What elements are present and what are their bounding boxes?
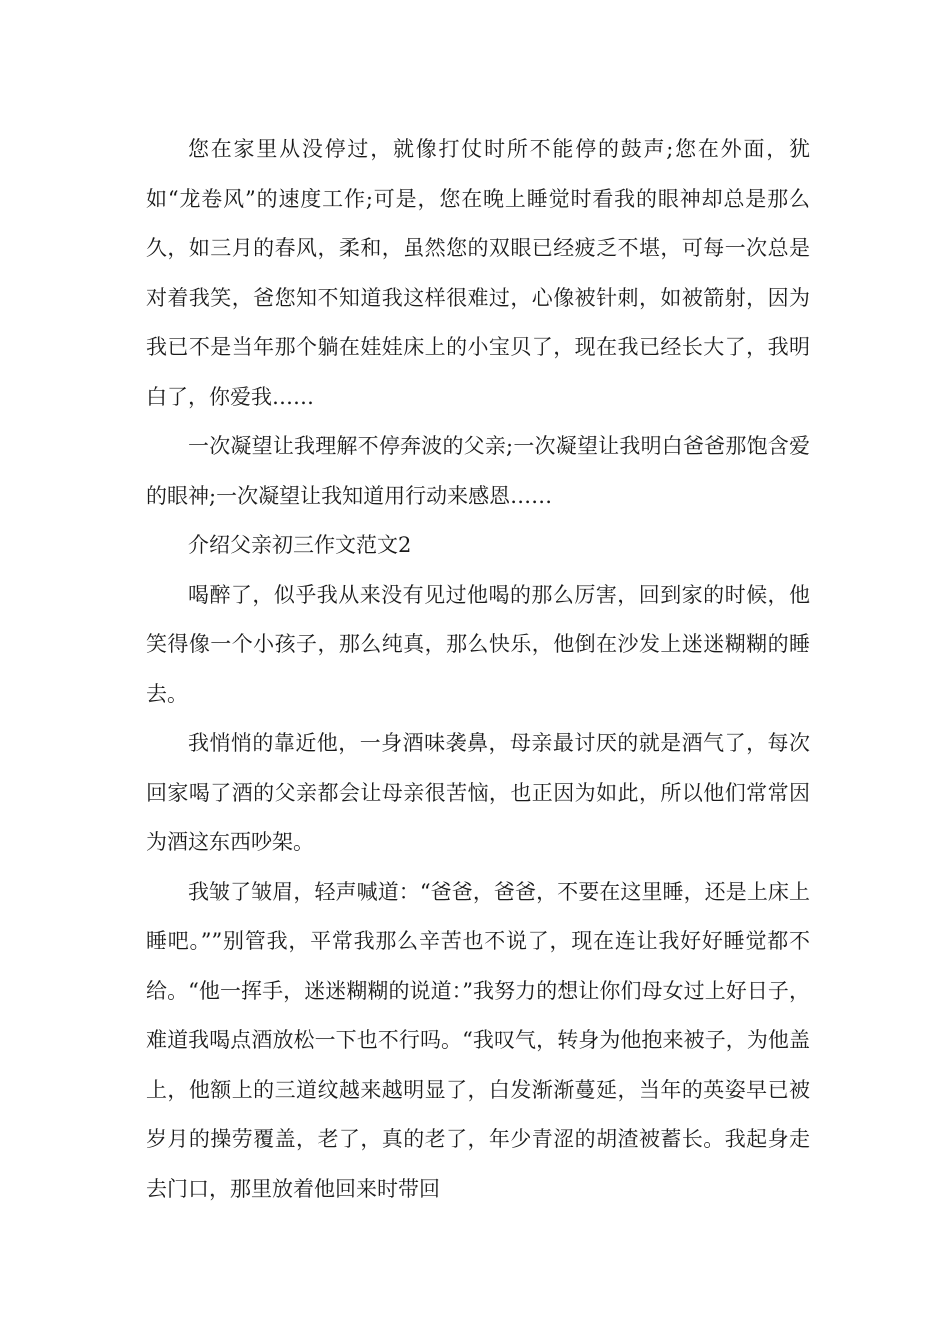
paragraph: 一次凝望让我理解不停奔波的父亲;一次凝望让我明白爸爸那饱含爱的眼神;一次凝望让我知道用行动来感恩…… bbox=[146, 434, 810, 508]
paragraph: 喝醉了，似乎我从来没有见过他喝的那么厉害，回到家的时候，他笑得像一个小孩子，那么纯真，那么快乐，他倒在沙发上迷迷糊糊的睡去。 bbox=[146, 582, 810, 706]
paragraph: 我悄悄的靠近他，一身酒味袭鼻，母亲最讨厌的就是酒气了，每次回家喝了酒的父亲都会让母亲很苦恼，也正因为如此，所以他们常常因为酒这东西吵架。 bbox=[146, 731, 810, 854]
paragraph: 我皱了皱眉，轻声喊道：“爸爸，爸爸，不要在这里睡，还是上床上睡吧。””别管我，平常我那么辛苦也不说了，现在连让我好好睡觉都不给。“他一挥手，迷迷糊糊的说道：”我努力的想让你们母女过上好日子，难道我喝点酒放松一下也不行吗。“我叹气，转身为他抱来被子，为他盖上，他额上的三道纹越来越明显了，白发渐渐蔓延，当年的英姿早已被岁月的操劳覆盖，老了，真的老了，年少青涩的胡渣被蓄长。我起身走去门口，那里放着他回来时带回 bbox=[146, 879, 810, 1201]
section-heading: 介绍父亲初三作文范文2 bbox=[188, 533, 412, 557]
paragraph: 您在家里从没停过，就像打仗时所不能停的鼓声;您在外面，犹如“龙卷风”的速度工作;可是，您在晚上睡觉时看我的眼神却总是那么久，如三月的春风，柔和，虽然您的双眼已经疲乏不堪，可每一次总是对着我笑，爸您知不知道我这样很难过，心像被针刺，如被箭射，因为我已不是当年那个躺在娃娃床上的小宝贝了，现在我已经长大了，我明白了，你爱我…… bbox=[146, 137, 810, 409]
document-body bbox=[146, 125, 810, 1214]
